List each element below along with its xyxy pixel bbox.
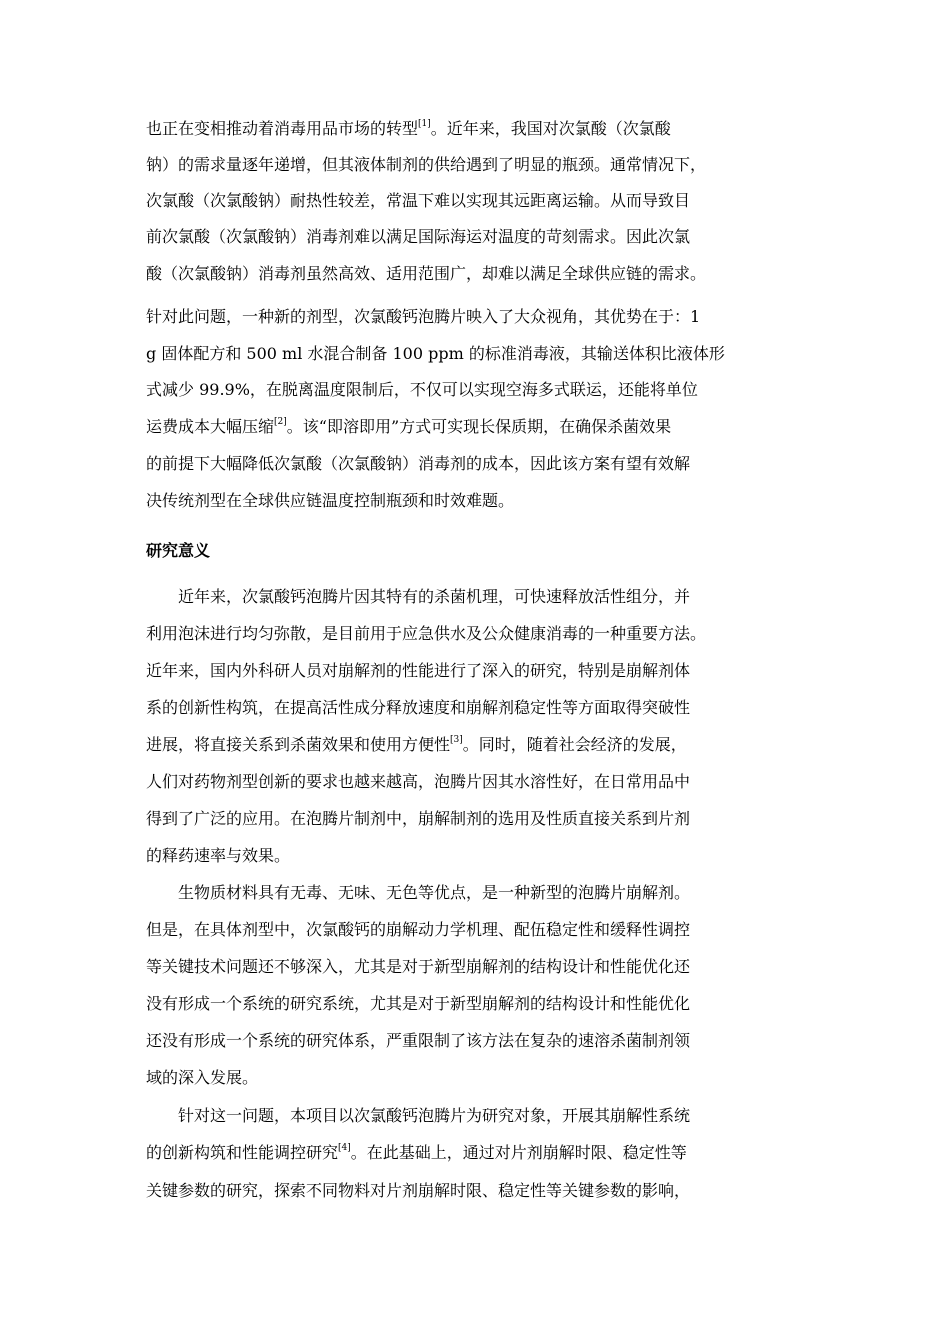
paragraph-line: 针对这一问题，本项目以次氯酸钙泡腾片为研究对象，开展其崩解性系统 — [178, 1106, 691, 1125]
paragraph-line: 近年来，国内外科研人员对崩解剂的性能进行了深入的研究，特别是崩解剂体 — [146, 661, 691, 680]
paragraph-line: 还没有形成一个系统的研究体系，严重限制了该方法在复杂的速溶杀菌制剂领 — [146, 1031, 691, 1050]
paragraph-line: 利用泡沫进行均匀弥散，是目前用于应急供水及公众健康消毒的一种重要方法。 — [146, 624, 707, 643]
paragraph-line: 但是，在具体剂型中，次氯酸钙的崩解动力学机理、配伍稳定性和缓释性调控 — [146, 920, 691, 939]
paragraph-line: 式减少 99.9%，在脱离温度限制后，不仅可以实现空海多式联运，还能将单位 — [146, 380, 698, 399]
paragraph-line: 酸（次氯酸钠）消毒剂虽然高效、适用范围广，却难以满足全球供应链的需求。 — [146, 264, 707, 283]
paragraph-line: 系的创新性构筑，在提高活性成分释放速度和崩解剂稳定性等方面取得突破性 — [146, 698, 691, 717]
paragraph-line: 近年来，次氯酸钙泡腾片因其特有的杀菌机理，可快速释放活性组分，并 — [178, 587, 691, 606]
paragraph-line: 进展，将直接关系到杀菌效果和使用方便性[3]。同时，随着社会经济的发展， — [146, 735, 687, 754]
paragraph-line: 决传统剂型在全球供应链温度控制瓶颈和时效难题。 — [146, 491, 515, 510]
paragraph-line: 针对此问题，一种新的剂型，次氯酸钙泡腾片映入了大众视角，其优势在于：1 — [146, 307, 701, 326]
paragraph-line: 前次氯酸（次氯酸钠）消毒剂难以满足国际海运对温度的苛刻需求。因此次氯 — [146, 227, 691, 246]
paragraph-line: 关键参数的研究，探索不同物料对片剂崩解时限、稳定性等关键参数的影响， — [146, 1181, 691, 1200]
section-heading: 研究意义 — [146, 541, 211, 560]
paragraph-line: 生物质材料具有无毒、无味、无色等优点，是一种新型的泡腾片崩解剂。 — [178, 883, 691, 902]
paragraph-line: 钠）的需求量逐年递增，但其液体制剂的供给遇到了明显的瓶颈。通常情况下， — [146, 155, 707, 174]
paragraph-line: 得到了广泛的应用。在泡腾片制剂中，崩解制剂的选用及性质直接关系到片剂 — [146, 809, 691, 828]
paragraph-line: 的创新构筑和性能调控研究[4]。在此基础上，通过对片剂崩解时限、稳定性等 — [146, 1143, 687, 1162]
paragraph-line: 人们对药物剂型创新的要求也越来越高，泡腾片因其水溶性好，在日常用品中 — [146, 772, 691, 791]
paragraph-line: 等关键技术问题还不够深入，尤其是对于新型崩解剂的结构设计和性能优化还 — [146, 957, 691, 976]
citation-ref[interactable]: [3] — [450, 735, 463, 745]
paragraph-line: 也正在变相推动着消毒用品市场的转型[1]。近年来，我国对次氯酸（次氯酸 — [146, 119, 671, 138]
paragraph-line: 次氯酸（次氯酸钠）耐热性较差，常温下难以实现其远距离运输。从而导致目 — [146, 191, 691, 210]
paragraph-line: 域的深入发展。 — [146, 1068, 259, 1087]
paragraph-line: 的前提下大幅降低次氯酸（次氯酸钠）消毒剂的成本，因此该方案有望有效解 — [146, 454, 691, 473]
paragraph-line: 没有形成一个系统的研究系统，尤其是对于新型崩解剂的结构设计和性能优化 — [146, 994, 691, 1013]
paragraph-line: 的释药速率与效果。 — [146, 846, 291, 865]
citation-ref[interactable]: [4] — [338, 1143, 351, 1153]
citation-ref[interactable]: [1] — [418, 119, 431, 129]
citation-ref[interactable]: [2] — [274, 417, 287, 427]
paragraph-line: 运费成本大幅压缩[2]。该“即溶即用”方式可实现长保质期，在确保杀菌效果 — [146, 417, 672, 436]
paragraph-line: g 固体配方和 500 ml 水混合制备 100 ppm 的标准消毒液，其输送体积比液体形 — [146, 344, 725, 363]
